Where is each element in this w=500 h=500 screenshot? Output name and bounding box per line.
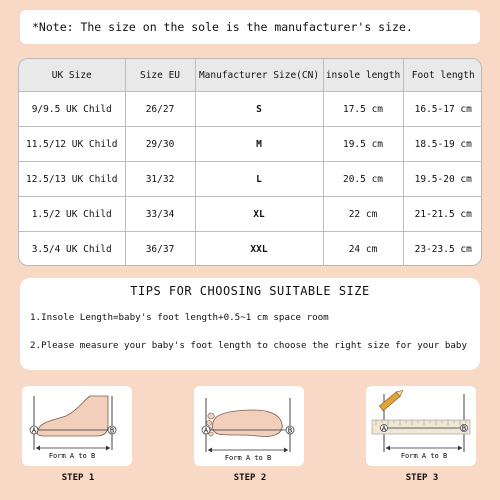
tip-insole-length: 1.Insole Length=baby's foot length+0.5~1 cm space room (30, 312, 329, 323)
cell-size-eu: 36/37 (125, 232, 195, 267)
cell-manufacturer-size: XXL (195, 232, 323, 267)
table-row (19, 92, 482, 127)
size-chart-table (18, 58, 482, 266)
cell-size-eu: 31/32 (125, 162, 195, 197)
foot-top-view-icon (194, 386, 304, 466)
table-header-row (19, 59, 482, 92)
step-caption: Form A to B (224, 454, 272, 462)
step-caption: Form A to B (48, 452, 96, 460)
cell-manufacturer-size: XL (195, 197, 323, 232)
table-row (19, 162, 482, 197)
cell-manufacturer-size: M (195, 127, 323, 162)
point-a-label: A (31, 426, 37, 435)
foot-side-view-icon (22, 386, 132, 466)
pencil-icon (379, 388, 404, 411)
step-2-label: STEP 2 (233, 473, 267, 483)
table-row (19, 127, 482, 162)
tips-card (20, 278, 480, 370)
cell-insole-length: 17.5 cm (323, 92, 403, 127)
cell-uk-size: 3.5/4 UK Child (19, 232, 125, 267)
step-caption: Form A to B (400, 452, 448, 460)
size-note: *Note: The size on the sole is the manufacturer's size. (20, 10, 480, 44)
point-a-label: A (381, 424, 387, 433)
tip-measure-foot: 2.Please measure your baby's foot length to choose the right size for your baby (30, 340, 467, 351)
step-3-illustration (366, 386, 476, 466)
cell-insole-length: 20.5 cm (323, 162, 403, 197)
step-1-illustration (22, 386, 132, 466)
cell-insole-length: 24 cm (323, 232, 403, 267)
col-header-manufacturer-size: Manufacturer Size(CN) (195, 59, 323, 92)
cell-foot-length: 23-23.5 cm (403, 232, 482, 267)
step-3-label: STEP 3 (405, 473, 439, 483)
col-header-foot-length: Foot length (403, 59, 482, 92)
point-a-label: A (203, 426, 209, 435)
table-row (19, 232, 482, 267)
cell-manufacturer-size: L (195, 162, 323, 197)
table-row (19, 197, 482, 232)
col-header-insole-length: insole length (323, 59, 403, 92)
cell-size-eu: 26/27 (125, 92, 195, 127)
point-b-label: B (109, 426, 115, 435)
col-header-size-eu: Size EU (125, 59, 195, 92)
col-header-uk-size: UK Size (19, 59, 125, 92)
cell-size-eu: 29/30 (125, 127, 195, 162)
cell-foot-length: 21-21.5 cm (403, 197, 482, 232)
ruler-measure-icon (366, 386, 476, 466)
step-2-illustration (194, 386, 304, 466)
tips-title: TIPS FOR CHOOSING SUITABLE SIZE (130, 284, 370, 298)
cell-uk-size: 9/9.5 UK Child (19, 92, 125, 127)
cell-foot-length: 19.5-20 cm (403, 162, 482, 197)
cell-insole-length: 22 cm (323, 197, 403, 232)
cell-uk-size: 12.5/13 UK Child (19, 162, 125, 197)
step-1-label: STEP 1 (61, 473, 95, 483)
cell-size-eu: 33/34 (125, 197, 195, 232)
cell-manufacturer-size: S (195, 92, 323, 127)
point-b-label: B (287, 426, 293, 435)
cell-uk-size: 11.5/12 UK Child (19, 127, 125, 162)
cell-insole-length: 19.5 cm (323, 127, 403, 162)
point-b-label: B (461, 424, 467, 433)
cell-uk-size: 1.5/2 UK Child (19, 197, 125, 232)
cell-foot-length: 18.5-19 cm (403, 127, 482, 162)
cell-foot-length: 16.5-17 cm (403, 92, 482, 127)
